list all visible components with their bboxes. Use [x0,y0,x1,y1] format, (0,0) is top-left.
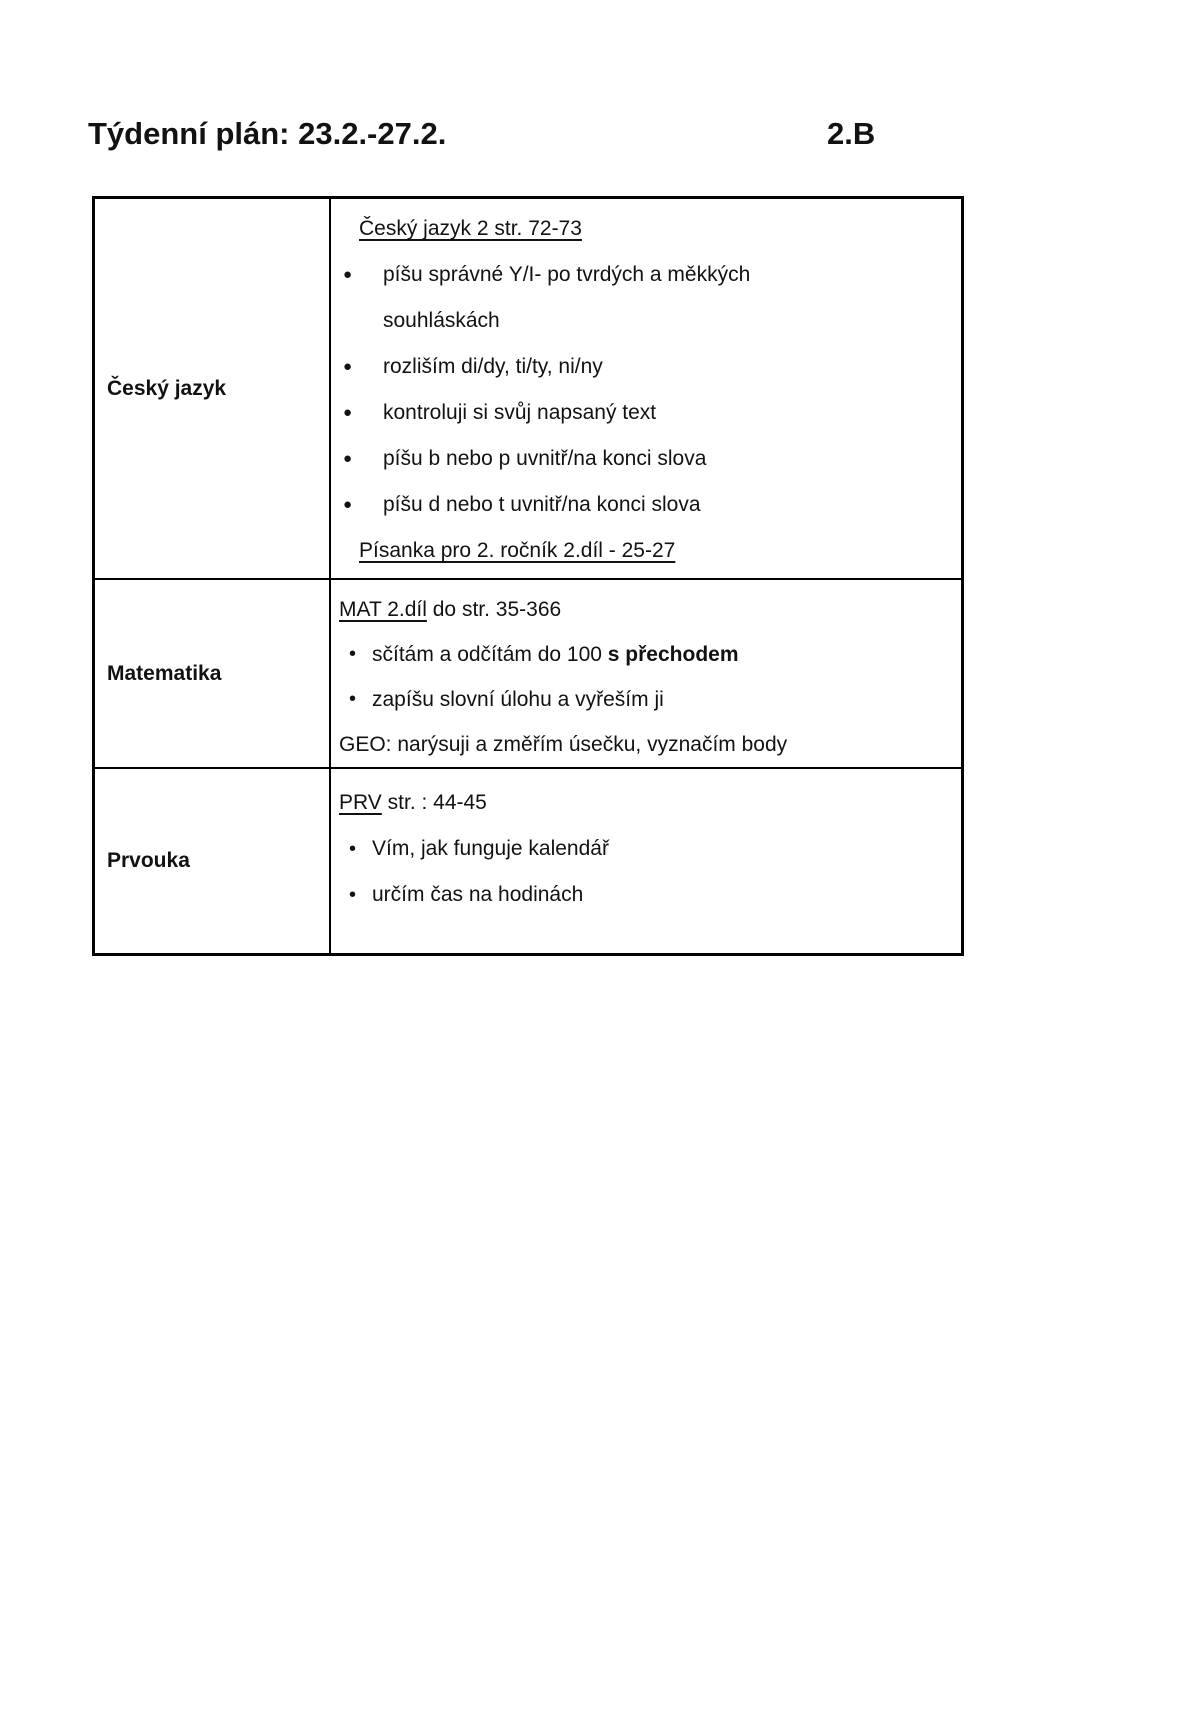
content-cell-cesky-jazyk [331,199,961,580]
bullet-icon: ● [343,266,353,283]
list-item-wrap: souhláskách [383,309,500,332]
list-item: ● píšu d nebo t uvnitř/na konci slova [331,482,961,528]
list-item: • Vím, jak funguje kalendář [331,826,961,872]
bullet-icon: ● [343,358,353,375]
class-label: 2.B [827,116,876,151]
section-heading: PRV str. : 44-45 [339,791,487,814]
subject-label: Matematika [107,661,222,685]
section-footer: Písanka pro 2. ročník 2.díl - 25-27 [359,539,676,562]
subject-cell-prvouka [95,769,331,953]
list-item: ● rozliším di/dy, ti/ty, ni/ny [331,344,961,390]
bullet-icon: ● [343,496,353,513]
section-heading: Český jazyk 2 str. 72-73 [359,217,582,240]
list-item: • určím čas na hodinách [331,872,961,918]
list-item: ● píšu b nebo p uvnitř/na konci slova [331,436,961,482]
list-item: ● kontroluji si svůj napsaný text [331,390,961,436]
bullet-icon: • [349,838,357,860]
subject-label: Prvouka [107,849,190,872]
content-cell-matematika [331,580,961,769]
list-item: • sčítám a odčítám do 100 s přechodem [331,632,961,677]
list-item: ● píšu správné Y/I- po tvrdých a měkkých [331,252,961,298]
subject-cell-cesky-jazyk [95,199,331,580]
bullet-icon: • [349,688,357,710]
bullet-icon: ● [343,450,353,467]
weekly-plan-table [92,196,964,956]
page-title: Týdenní plán: 23.2.-27.2. [88,116,447,151]
geo-line: GEO: narýsuji a změřím úsečku, vyznačím body [339,733,788,756]
section-heading: MAT 2.díl do str. 35-366 [339,598,562,621]
bullet-icon: ● [343,404,353,421]
subject-label: Český jazyk [107,376,227,400]
bullet-icon: • [349,643,357,665]
content-cell-prvouka [331,769,961,953]
subject-cell-matematika [95,580,331,769]
list-item: • zapíšu slovní úlohu a vyřeším ji [331,677,961,722]
bullet-icon: • [349,884,357,906]
